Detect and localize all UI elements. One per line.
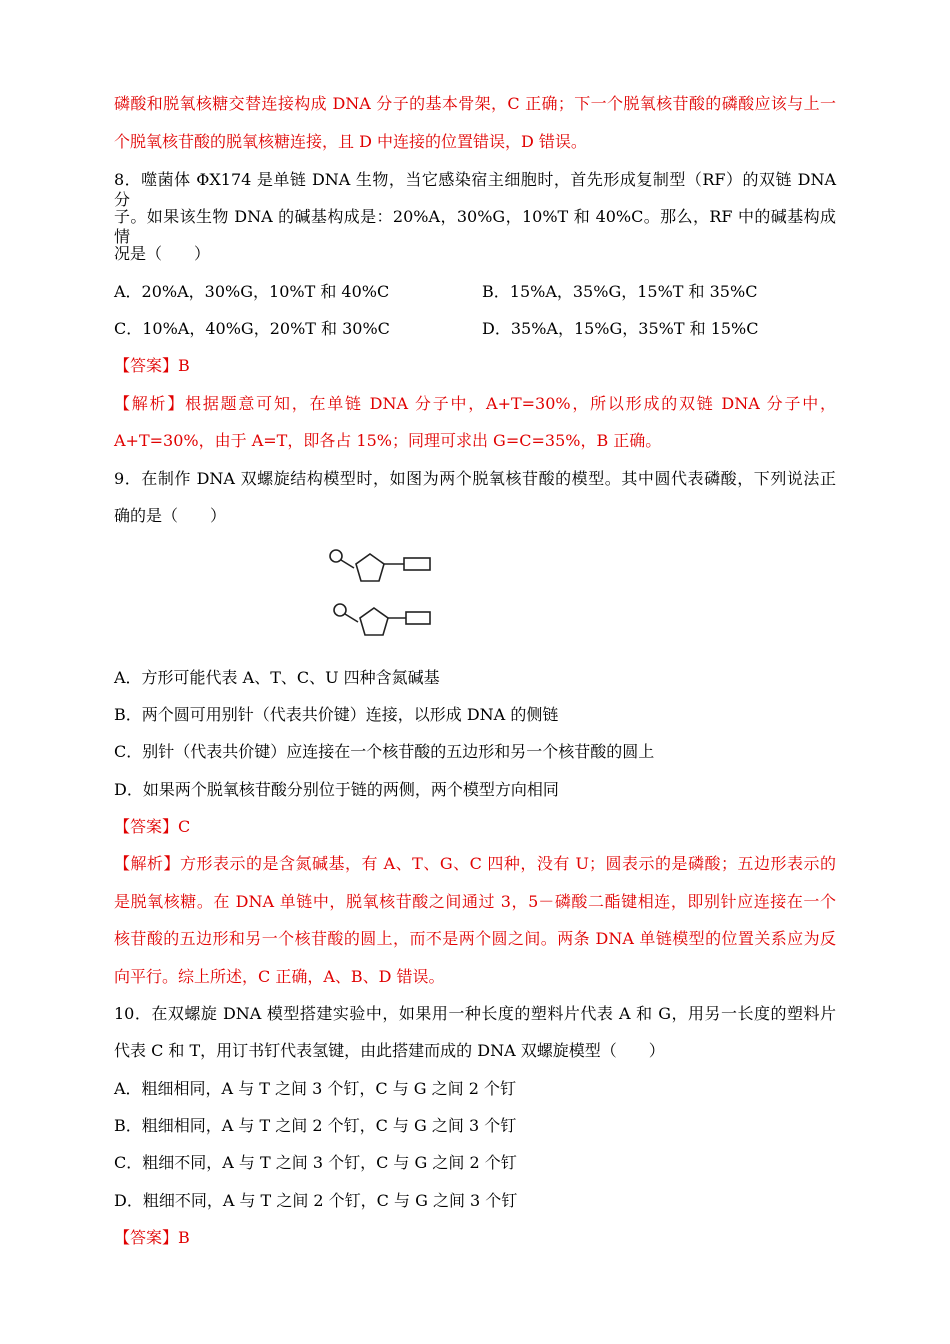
q9-explanation-line-3: 核苷酸的五边形和另一个核苷酸的圆上，而不是两个圆之间。两条 DNA 单链模型的位置关系应为反 bbox=[114, 929, 836, 948]
nucleotide-model-top bbox=[330, 550, 430, 581]
q10-stem-line-2: 代表 C 和 T，用订书钉代表氢键，由此搭建而成的 DNA 双螺旋模型（ ） bbox=[114, 1041, 665, 1060]
q10-answer: 【答案】B bbox=[114, 1228, 190, 1247]
q9-option-b: B．两个圆可用别针（代表共价键）连接，以形成 DNA 的侧链 bbox=[114, 705, 559, 724]
q8-stem-line-3: 况是（ ） bbox=[114, 244, 211, 263]
q9-option-c: C．别针（代表共价键）应连接在一个核苷酸的五边形和另一个核苷酸的圆上 bbox=[114, 742, 655, 761]
prev-explanation-line-1: 磷酸和脱氧核糖交替连接构成 DNA 分子的基本骨架，C 正确；下一个脱氧核苷酸的磷酸应该与上一 bbox=[114, 94, 836, 113]
sugar-pentagon-top bbox=[356, 554, 384, 581]
q8-explanation-line-2: A+T=30%，由于 A=T，即各占 15%；同理可求出 G=C=35%，B 正确。 bbox=[114, 431, 662, 450]
q8-answer: 【答案】B bbox=[114, 356, 190, 375]
q9-explanation-line-2: 是脱氧核糖。在 DNA 单链中，脱氧核苷酸之间通过 3，5－磷酸二酯键相连，即别针应连接在一个 bbox=[114, 892, 836, 911]
q8-option-b: B．15%A，35%G，15%T 和 35%C bbox=[482, 282, 758, 301]
q10-option-d: D．粗细不同，A 与 T 之间 2 个钉，C 与 G 之间 3 个钉 bbox=[114, 1191, 518, 1210]
nucleotide-model-figure bbox=[320, 540, 440, 650]
q9-explanation-line-4: 向平行。综上所述，C 正确，A、B、D 错误。 bbox=[114, 967, 445, 986]
q8-option-a: A．20%A，30%G，10%T 和 40%C bbox=[114, 282, 390, 301]
prev-explanation-line-2: 个脱氧核苷酸的脱氧核糖连接，且 D 中连接的位置错误，D 错误。 bbox=[114, 132, 587, 151]
q10-stem-line-1: 10．在双螺旋 DNA 模型搭建实验中，如果用一种长度的塑料片代表 A 和 G，用另一长度的塑料片 bbox=[114, 1004, 836, 1023]
q8-option-c: C．10%A，40%G，20%T 和 30%C bbox=[114, 319, 390, 338]
base-square-top bbox=[404, 558, 430, 570]
q9-explanation-line-1: 【解析】方形表示的是含氮碱基，有 A、T、G、C 四种，没有 U；圆表示的是磷酸；五边形表示的 bbox=[114, 854, 836, 873]
q9-option-a: A．方形可能代表 A、T、C、U 四种含氮碱基 bbox=[114, 668, 440, 687]
phosphate-circle-top bbox=[330, 550, 342, 562]
q8-stem-line-1: 8．噬菌体 ΦX174 是单链 DNA 生物，当它感染宿主细胞时，首先形成复制型（RF）的双链 DNA 分 bbox=[114, 170, 836, 209]
q9-answer: 【答案】C bbox=[114, 817, 191, 836]
q10-option-a: A．粗细相同，A 与 T 之间 3 个钉，C 与 G 之间 2 个钉 bbox=[114, 1079, 517, 1098]
q8-option-d: D．35%A，15%G，35%T 和 15%C bbox=[482, 319, 759, 338]
q9-stem-line-2: 确的是（ ） bbox=[114, 506, 227, 525]
q9-stem-line-1: 9．在制作 DNA 双螺旋结构模型时，如图为两个脱氧核苷酸的模型。其中圆代表磷酸，下列说法正 bbox=[114, 469, 836, 488]
q8-explanation-line-1: 【解析】根据题意可知，在单链 DNA 分子中，A+T=30%，所以形成的双链 DNA 分子中， bbox=[114, 394, 836, 413]
base-square-bottom bbox=[406, 612, 430, 624]
q10-option-b: B．粗细相同，A 与 T 之间 2 个钉，C 与 G 之间 3 个钉 bbox=[114, 1116, 517, 1135]
phosphate-circle-bottom bbox=[334, 604, 346, 616]
sugar-pentagon-bottom bbox=[360, 608, 388, 635]
q10-option-c: C．粗细不同，A 与 T 之间 3 个钉，C 与 G 之间 2 个钉 bbox=[114, 1153, 517, 1172]
q9-option-d: D．如果两个脱氧核苷酸分别位于链的两侧，两个模型方向相同 bbox=[114, 780, 559, 799]
q8-stem-line-2: 子。如果该生物 DNA 的碱基构成是：20%A，30%G，10%T 和 40%C。那么，RF 中的碱基构成情 bbox=[114, 207, 836, 246]
nucleotide-model-bottom bbox=[334, 604, 430, 635]
